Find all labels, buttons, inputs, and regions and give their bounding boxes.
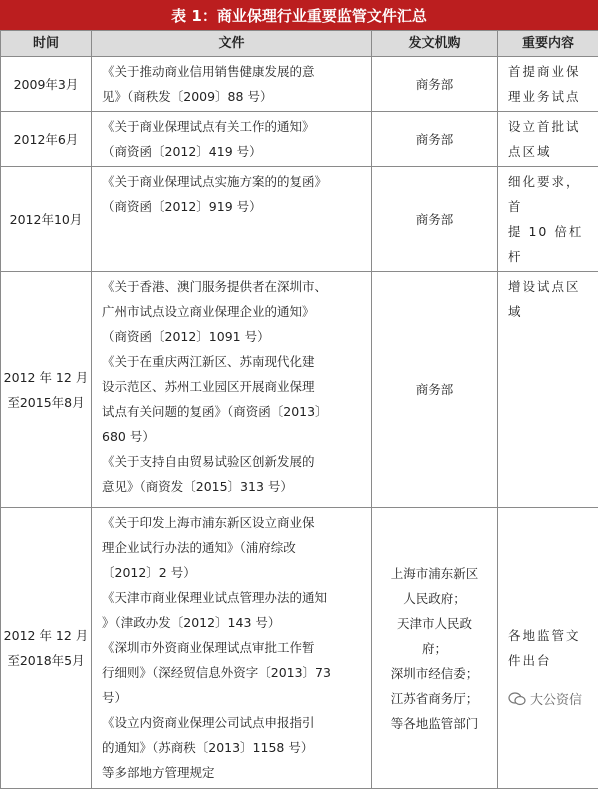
content-cell xyxy=(498,57,598,112)
wechat-icon xyxy=(508,692,526,706)
file-line: 设示范区、苏州工业园区开展商业保理 xyxy=(102,374,367,399)
org-line: 商务部 xyxy=(376,72,493,97)
watermark-text: 大公资信 xyxy=(530,689,582,708)
regulation-table xyxy=(0,30,598,789)
file-line: 意见》（商资发〔2015〕313 号） xyxy=(102,474,367,499)
file-line: 《设立内资商业保理公司试点申报指引 xyxy=(102,710,367,735)
content-line: 点区域 xyxy=(508,139,592,164)
content-line: 细化要求，首 xyxy=(508,169,592,219)
content-line: 首提商业保 xyxy=(508,59,592,84)
time-line: 2012年10月 xyxy=(3,207,89,232)
time-line: 至2015年8月 xyxy=(3,390,89,415)
file-line: 680 号） xyxy=(102,424,367,449)
file-cell xyxy=(92,57,372,112)
content-line: 理业务试点 xyxy=(508,84,592,109)
time-line: 2009年3月 xyxy=(3,72,89,97)
header-org: 发文机购 xyxy=(372,31,498,57)
org-line: 天津市人民政 xyxy=(376,611,493,636)
content-cell xyxy=(498,112,598,167)
org-line: 商务部 xyxy=(376,377,493,402)
header-row xyxy=(1,31,598,57)
time-line: 2012年6月 xyxy=(3,127,89,152)
file-cell xyxy=(92,112,372,167)
org-cell xyxy=(372,167,498,272)
file-line: （商资函〔2012〕419 号） xyxy=(102,139,367,164)
org-cell xyxy=(372,112,498,167)
org-line: 深圳市经信委； xyxy=(376,661,493,686)
watermark xyxy=(506,689,584,708)
time-cell xyxy=(1,272,92,508)
file-line: 《关于支持自由贸易试验区创新发展的 xyxy=(102,449,367,474)
org-line: 府； xyxy=(376,636,493,661)
file-line: 《关于印发上海市浦东新区设立商业保 xyxy=(102,510,367,535)
file-line: 广州市试点设立商业保理企业的通知》 xyxy=(102,299,367,324)
time-cell xyxy=(1,112,92,167)
header-time: 时间 xyxy=(1,31,92,57)
header-file: 文件 xyxy=(92,31,372,57)
file-line: 》（津政办发〔2012〕143 号） xyxy=(102,610,367,635)
org-line: 上海市浦东新区 xyxy=(376,561,493,586)
file-line: 《关于商业保理试点实施方案的的复函》 xyxy=(102,169,367,194)
file-line: 见》（商秩发〔2009〕88 号） xyxy=(102,84,367,109)
time-line: 至2018年5月 xyxy=(3,648,89,673)
file-line: 行细则》（深经贸信息外资字〔2013〕73 xyxy=(102,660,367,685)
file-line: 《关于在重庆两江新区、苏南现代化建 xyxy=(102,349,367,374)
org-cell xyxy=(372,508,498,789)
content-line: 域 xyxy=(508,299,592,324)
table-row xyxy=(1,272,598,508)
file-line: 《深圳市外资商业保理试点审批工作暂 xyxy=(102,635,367,660)
file-line: 号） xyxy=(102,685,367,710)
time-cell xyxy=(1,57,92,112)
file-line: 的通知》（苏商秩〔2013〕1158 号） xyxy=(102,735,367,760)
content-line: 各地监管文 xyxy=(508,623,592,648)
content-line: 提 10 倍杠杆 xyxy=(508,219,592,269)
file-line: （商资函〔2012〕1091 号） xyxy=(102,324,367,349)
org-line: 等各地监管部门 xyxy=(376,711,493,736)
org-line: 商务部 xyxy=(376,127,493,152)
file-cell xyxy=(92,272,372,508)
file-line: （商资函〔2012〕919 号） xyxy=(102,194,367,219)
content-cell xyxy=(498,508,598,789)
table-title: 表 1：商业保理行业重要监管文件汇总 xyxy=(0,0,598,30)
table-row xyxy=(1,167,598,272)
table-row xyxy=(1,508,598,789)
time-cell xyxy=(1,508,92,789)
content-line: 件出台 xyxy=(508,648,592,673)
content-line: 设立首批试 xyxy=(508,114,592,139)
org-line: 人民政府； xyxy=(376,586,493,611)
file-line: 试点有关问题的复函》（商资函〔2013〕 xyxy=(102,399,367,424)
table-row xyxy=(1,57,598,112)
file-cell xyxy=(92,167,372,272)
table-row xyxy=(1,112,598,167)
content-cell xyxy=(498,272,598,508)
file-line: 《关于香港、澳门服务提供者在深圳市、 xyxy=(102,274,367,299)
org-line: 商务部 xyxy=(376,207,493,232)
time-line: 2012 年 12 月 xyxy=(3,623,89,648)
content-cell xyxy=(498,167,598,272)
file-line: 《天津市商业保理业试点管理办法的通知 xyxy=(102,585,367,610)
time-line: 2012 年 12 月 xyxy=(3,365,89,390)
file-line: 等多部地方管理规定 xyxy=(102,760,367,785)
file-line: 《关于推动商业信用销售健康发展的意 xyxy=(102,59,367,84)
org-cell xyxy=(372,272,498,508)
file-line: 理企业试行办法的通知》（浦府综改 xyxy=(102,535,367,560)
header-content: 重要内容 xyxy=(498,31,598,57)
file-line: 〔2012〕2 号） xyxy=(102,560,367,585)
org-cell xyxy=(372,57,498,112)
file-line: 《关于商业保理试点有关工作的通知》 xyxy=(102,114,367,139)
content-line: 增设试点区 xyxy=(508,274,592,299)
time-cell xyxy=(1,167,92,272)
org-line: 江苏省商务厅； xyxy=(376,686,493,711)
file-cell xyxy=(92,508,372,789)
